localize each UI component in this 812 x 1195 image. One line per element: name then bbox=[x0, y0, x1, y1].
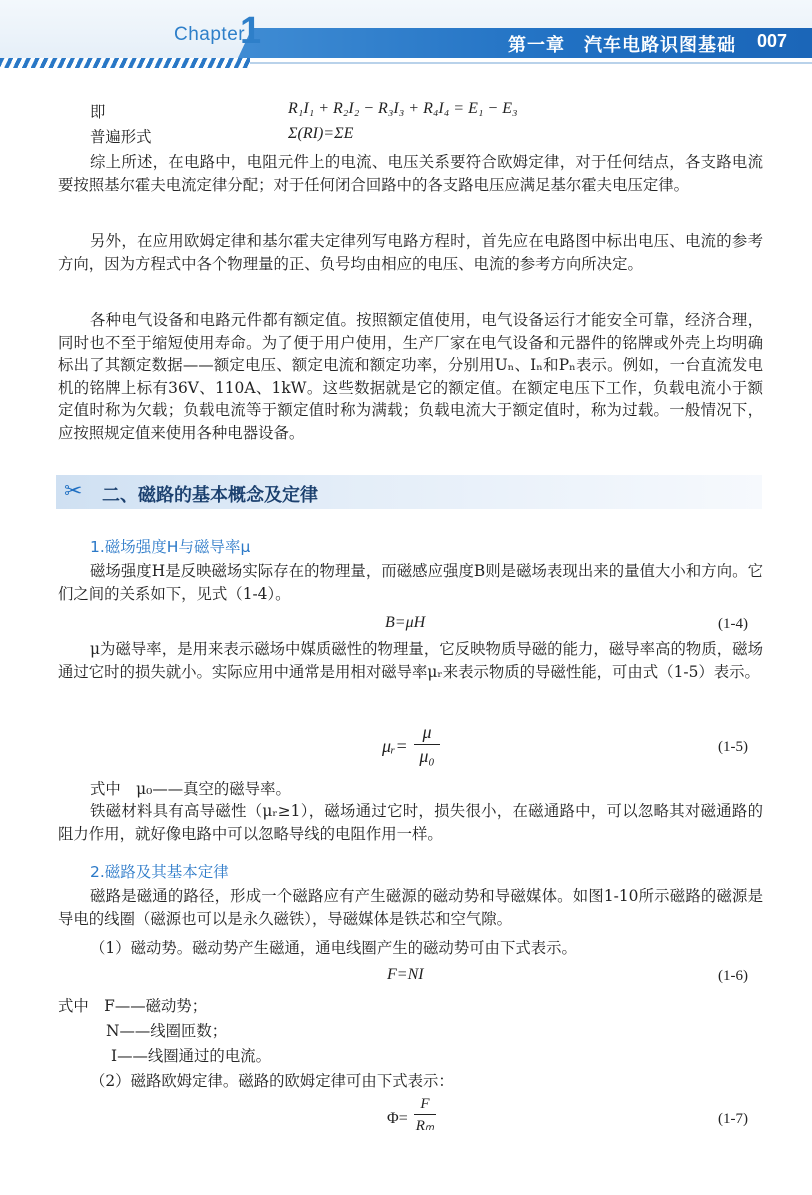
equation-1-7-fraction bbox=[414, 1096, 436, 1135]
paragraph-field-strength: 磁场强度H是反映磁场实际存在的物理量，而磁感应强度B则是磁场表现出来的量值大小和方向。它们之间的关系如下，见式（1-4）。 bbox=[58, 562, 763, 603]
where-F: 式中 F——磁动势； bbox=[58, 997, 208, 1015]
where-I: I——线圈通过的电流。 bbox=[111, 1047, 271, 1065]
paragraph-reference-direction: 另外，在应用欧姆定律和基尔霍夫定律列写电路方程时，首先应在电路图中标出电压、电流的参考方向，因为方程式中各个物理量的正、负号均由相应的电压、电流的参考方向所决定。 bbox=[58, 232, 763, 273]
paragraph-permeability: μ为磁导率，是用来表示磁场中媒质磁性的物理量，它反映物质导磁的能力，磁导率高的物质，磁场通过它时的损失就小。实际应用中通常是用相对磁导率μᵣ来表示物质的导磁性能，可由式（1-5）表示。 bbox=[58, 640, 763, 681]
paragraph-summary: 综上所述，在电路中，电阻元件上的电流、电压关系要符合欧姆定律，对于任何结点，各支路电流要按照基尔霍夫电流定律分配；对于任何闭合回路中的各支路电压应满足基尔霍夫电压定律。 bbox=[58, 153, 763, 194]
equation-number-1-5: (1-5) bbox=[718, 739, 748, 755]
label-ji: 即 bbox=[90, 103, 106, 121]
fraction-bar bbox=[414, 1114, 436, 1115]
chapter-title: 第一章 汽车电路识图基础 bbox=[508, 35, 736, 56]
tools-icon: ✂ bbox=[64, 479, 83, 504]
paragraph-ferromagnetic: 铁磁材料具有高导磁性（μᵣ≥1），磁场通过它时，损失很小，在磁通路中，可以忽略其对磁通路的阻力作用，就好像电路中可以忽略导线的电阻作用一样。 bbox=[58, 802, 763, 843]
equation-1-7-lhs: Φ= bbox=[387, 1110, 408, 1127]
section-banner bbox=[56, 475, 762, 509]
equation-1-6: F=NI bbox=[387, 966, 424, 983]
kirchhoff-equation: R₁I₁ + R₂I₂ − R₃I₃ + R₄I₄ = E₁ − E₃ bbox=[288, 100, 518, 117]
chapter-number: 1 bbox=[240, 10, 262, 52]
equation-1-5-fraction bbox=[414, 722, 440, 767]
paragraph-magnetic-circuit: 磁路是磁通的路径，形成一个磁路应有产生磁源的磁动势和导磁媒体。如图1-10所示磁路的磁源是导电的线圈（磁源也可以是永久磁铁），导磁媒体是铁芯和空气隙。 bbox=[58, 887, 763, 928]
item-magnetic-ohm-law: （2）磁路欧姆定律。磁路的欧姆定律可由下式表示： bbox=[90, 1072, 454, 1090]
label-general-form: 普遍形式 bbox=[90, 128, 152, 146]
item-mmf: （1）磁动势。磁动势产生磁通，通电线圈产生的磁动势可由下式表示。 bbox=[90, 939, 577, 957]
where-mu0: 式中 μ₀——真空的磁导率。 bbox=[90, 780, 291, 798]
equation-1-4: B=μH bbox=[385, 614, 426, 631]
equation-number-1-7: (1-7) bbox=[718, 1111, 748, 1127]
equation-1-7-numerator: F bbox=[420, 1096, 430, 1112]
where-N: N——线圈匝数； bbox=[106, 1022, 228, 1040]
equation-1-5-denominator: μ₀ bbox=[419, 746, 435, 766]
equation-1-7-denominator: Rₘ bbox=[415, 1118, 435, 1134]
fraction-bar bbox=[414, 744, 440, 745]
chapter-word: Chapter bbox=[174, 24, 246, 45]
equation-1-5-lhs: μᵣ= bbox=[382, 736, 408, 756]
paragraph-rated-values: 各种电气设备和电路元件都有额定值。按照额定值使用，电气设备运行才能安全可靠，经济合理，同时也不至于缩短使用寿命。为了便于用户使用，生产厂家在电气设备和元器件的铭牌或外壳上均明确标出了其额定数据——额定电压、额定电流和额定功率，分别用Uₙ、Iₙ和Pₙ表示。例如，一台直流发电机的铭牌上标有36V、110A、1kW。这些数据就是它的额定值。在额定电压下工作，负载电流小于额定值时称为欠载；负载电流等于额定值时称为满载；负载电流大于额定值时，称为过载。一般情况下，应按照规定值来使用各种电器设备。 bbox=[58, 311, 763, 442]
subheading-magnetic-circuit: 2.磁路及其基本定律 bbox=[90, 863, 229, 881]
header-rule bbox=[250, 62, 812, 64]
equation-number-1-6: (1-6) bbox=[718, 968, 748, 984]
equation-1-5-numerator: μ bbox=[422, 722, 432, 742]
section-title: 二、磁路的基本概念及定律 bbox=[102, 485, 318, 506]
subheading-field-strength: 1.磁场强度H与磁导率μ bbox=[90, 538, 251, 556]
slash-decoration bbox=[0, 58, 250, 68]
page-number: 007 bbox=[757, 31, 788, 51]
equation-number-1-4: (1-4) bbox=[718, 616, 748, 632]
general-equation: Σ(RI)=ΣE bbox=[288, 125, 354, 142]
page-header bbox=[0, 0, 812, 70]
